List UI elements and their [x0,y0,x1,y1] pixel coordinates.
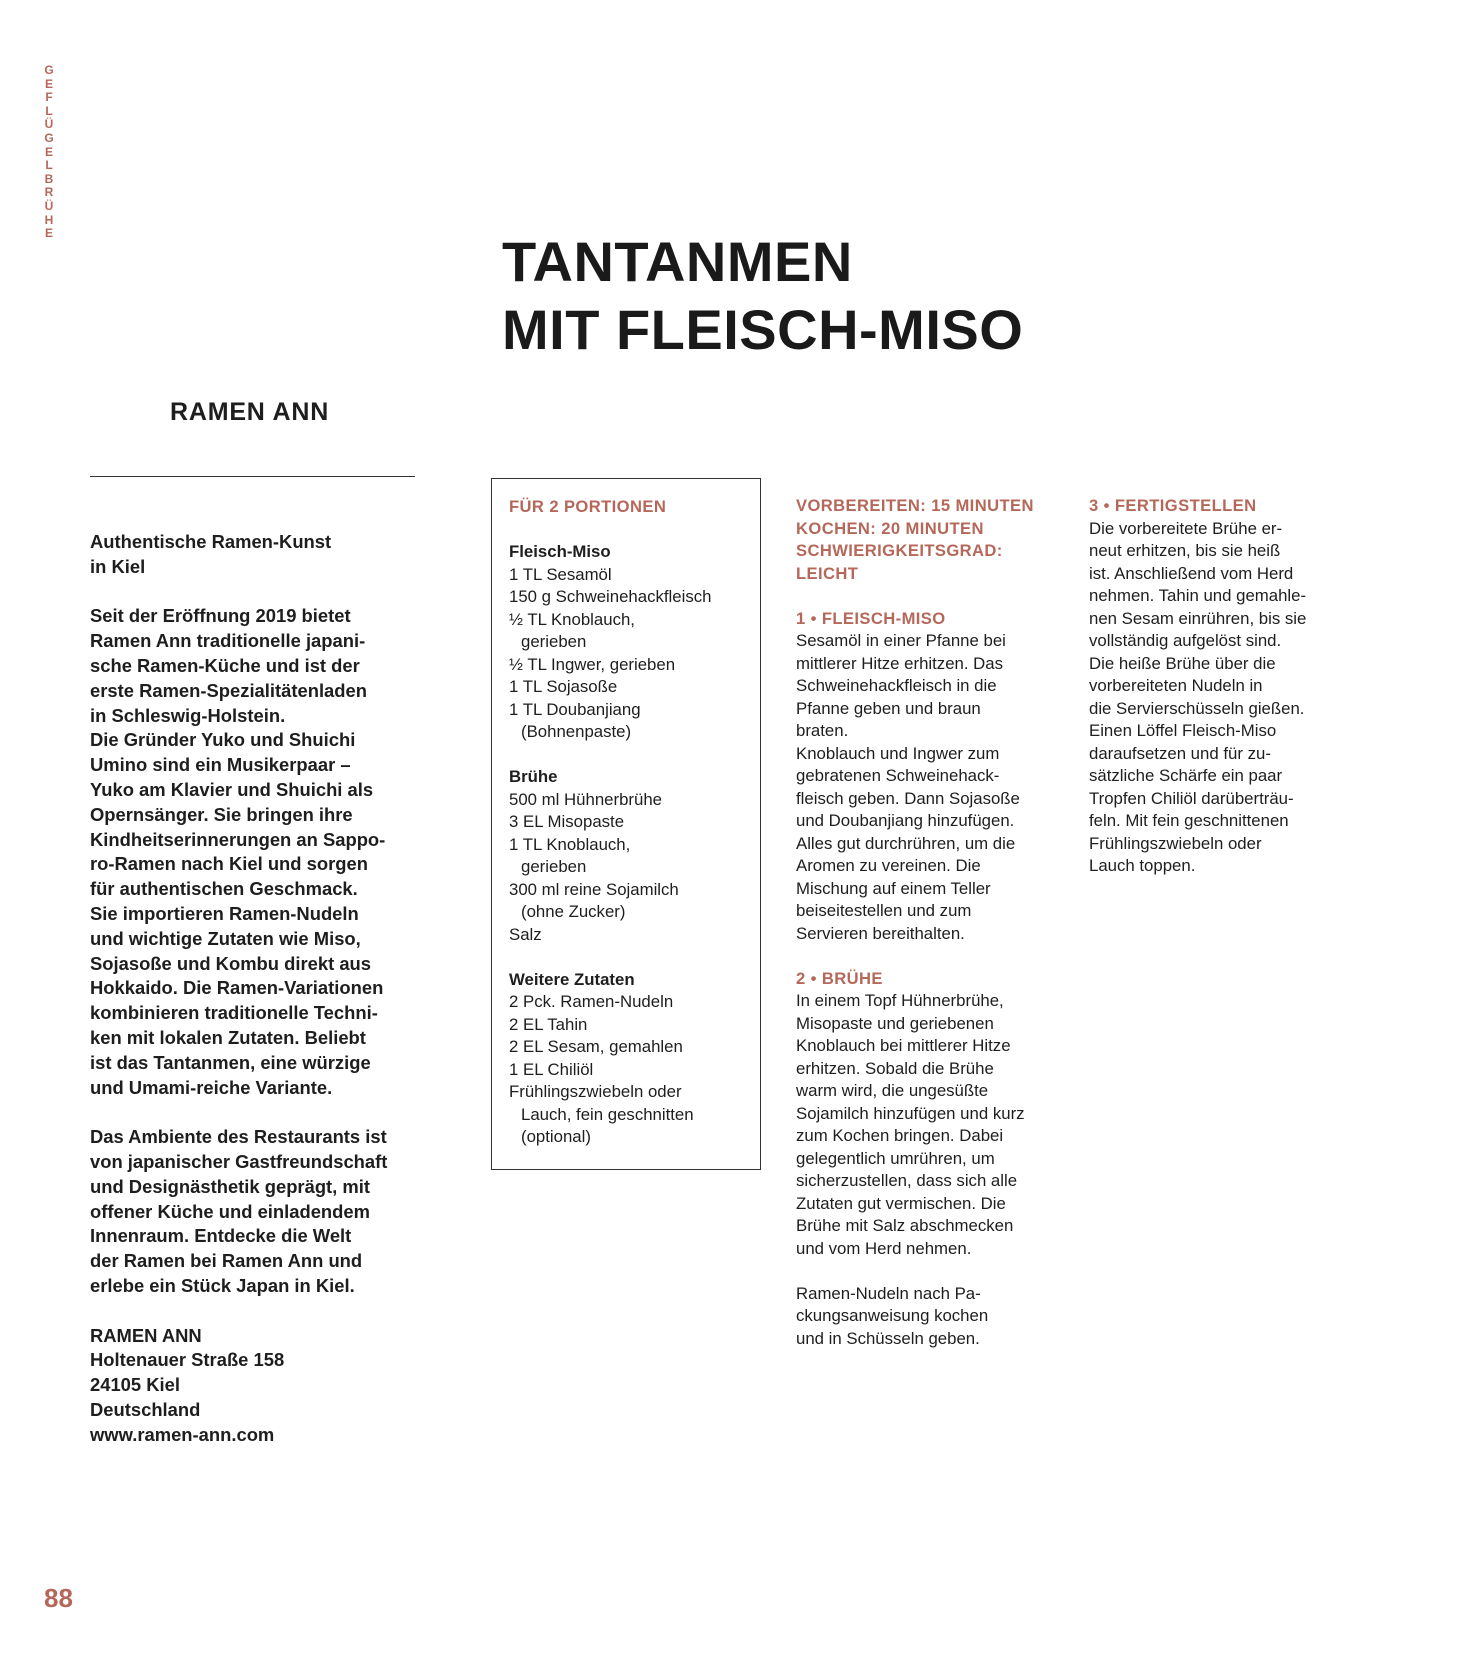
step-text-line: Frühlingszwiebeln oder [1089,833,1262,853]
step-text-line: Aromen zu vereinen. Die [796,856,981,875]
step-heading: 2 • BRÜHE [796,968,883,988]
step-text-line: Einen Löffel Fleisch-Miso [1089,721,1277,740]
ambience-paragraph-line: der Ramen bei Ramen Ann und [90,1250,363,1272]
ingredient-item: Salz [509,924,542,944]
side-label-letter: G [44,63,54,77]
recipe-meta-line: LEICHT [796,563,859,583]
side-label-letter: E [44,76,53,91]
story-paragraph-line: ist das Tantanmen, eine würzige [90,1051,371,1073]
ingredient-item: 1 TL Sesamöl [509,564,612,584]
step-text-line: gelegentlich umrühren, um [796,1148,995,1168]
ingredient-item: 1 EL Chiliöl [509,1059,594,1079]
ambience-paragraph-line: offener Küche und einladendem [90,1200,370,1222]
restaurant-description [90,530,420,1447]
step-text-line: Knoblauch bei mittlerer Hitze [796,1036,1011,1055]
address-block-line: Holtenauer Straße 158 [90,1349,285,1371]
recipe-title-line-1: TANTANMEN [502,230,853,293]
story-paragraph-line: Yuko am Klavier und Shuichi als [90,778,374,800]
step-text-line: Zutaten gut vermischen. Die [796,1193,1006,1213]
side-label-letter: E [44,226,53,241]
story-paragraph-line: in Schleswig-Holstein. [90,704,286,726]
side-label-letter: F [45,90,53,105]
step-text-line: gebratenen Schweinehack- [796,766,1000,785]
step-text-line: vorbereiteten Nudeln in [1089,676,1263,695]
ingredient-item: 500 ml Hühnerbrühe [509,789,662,809]
ingredient-item: 1 TL Doubanjiang [509,699,641,719]
step-text-line: neut erhitzen, bis sie heiß [1089,541,1281,560]
side-label-letter: H [44,212,54,227]
story-paragraph-line: Die Gründer Yuko und Shuichi [90,729,356,751]
spacer [796,945,1076,968]
step-text-line: beiseitestellen und zum [796,901,972,920]
recipe-title-line-2: MIT FLEISCH-MISO [502,298,1024,361]
step-heading: 1 • FLEISCH-MISO [796,608,946,628]
spacer [796,1260,1076,1283]
step-text-line: sätzliche Schärfe ein paar [1089,766,1283,785]
story-paragraph-line: erste Ramen-Spezialitätenladen [90,679,367,701]
recipe-meta-line: VORBEREITEN: 15 MINUTEN [796,496,1034,515]
ingredient-item: ½ TL Ingwer, gerieben [509,654,676,674]
step-text-line: Sesamöl in einer Pfanne bei [796,631,1006,650]
step-text-line: mittlerer Hitze erhitzen. Das [796,653,1004,673]
ingredient-group-title: Weitere Zutaten [509,969,635,989]
step-heading: 3 • FERTIGSTELLEN [1089,496,1257,515]
step-text-line: Misopaste und geriebenen [796,1013,994,1033]
step-text-line: und in Schüsseln geben. [796,1328,980,1348]
step-text-line: Lauch toppen. [1089,856,1196,875]
ingredient-item: ½ TL Knoblauch, [509,609,635,629]
step-text-line: Die vorbereitete Brühe er- [1089,518,1283,538]
ingredient-item: 300 ml reine Sojamilch [509,879,679,899]
ingredient-item: 3 EL Misopaste [509,812,625,831]
step-text-line: und vom Herd nehmen. [796,1238,972,1258]
story-paragraph-line: ken mit lokalen Zutaten. Beliebt [90,1026,366,1048]
section-label-vertical [42,64,56,241]
step-text-line: ist. Anschließend vom Herd [1089,563,1294,583]
side-label-letter: B [44,171,54,186]
ingredient-item: 2 Pck. Ramen-Nudeln [509,992,674,1011]
ingredient-item: (optional) [521,1127,591,1146]
step-text-line: daraufsetzen und für zu- [1089,743,1271,763]
spacer [90,1100,420,1125]
story-paragraph-line: und Umami-reiche Variante. [90,1076,333,1098]
story-paragraph-line: Umino sind ein Musikerpaar – [90,754,351,776]
story-paragraph-line: Opernsänger. Sie bringen ihre [90,803,353,825]
ingredients-box [491,478,761,1170]
ingredient-item: Frühlingszwiebeln oder [509,1082,682,1101]
address-block [90,1324,420,1448]
step-text-line: Sojamilch hinzufügen und kurz [796,1103,1025,1123]
ambience-paragraph-line: von japanischer Gastfreundschaft [90,1150,388,1172]
side-label-letter: G [44,130,54,145]
page-number: 88 [44,1583,73,1613]
step-text-line: ckungsanweisung kochen [796,1306,989,1325]
step-text-line: warm wird, die ungesüßte [796,1081,989,1100]
tagline-line: in Kiel [90,555,146,577]
ambience-paragraph-line: erlebe ein Stück Japan in Kiel. [90,1274,355,1296]
ingredient-item: 1 TL Knoblauch, [509,834,631,854]
story-paragraph-line: Sojasoße und Kombu direkt aus [90,952,372,974]
ingredient-item: 1 TL Sojasoße [509,677,618,696]
step-text-line: zum Kochen bringen. Dabei [796,1126,1004,1145]
tagline [90,530,420,580]
step-text-line: sicherzustellen, dass sich alle [796,1171,1018,1190]
tagline-line: Authentische Ramen-Kunst [90,531,332,552]
step-text-line: Mischung auf einem Teller [796,878,991,898]
step-text-line: Brühe mit Salz abschmecken [796,1216,1014,1235]
step-text-line: Die heiße Brühe über die [1089,653,1276,673]
ingredient-item: (ohne Zucker) [521,902,626,921]
instructions-step-3 [1089,495,1354,878]
step-text-line: nehmen. Tahin und gemahle- [1089,586,1307,605]
recipe-meta-line: KOCHEN: 20 MINUTEN [796,518,984,538]
step-text-line: erhitzen. Sobald die Brühe [796,1058,994,1078]
address-block-line: www.ramen-ann.com [90,1423,275,1445]
address-block-line: RAMEN ANN [90,1324,202,1346]
address-block-line: 24105 Kiel [90,1374,180,1396]
ingredient-item: Lauch, fein geschnitten [521,1104,694,1124]
story-paragraph-line: für authentischen Geschmack. [90,878,358,900]
ingredient-item: 150 g Schweinehackfleisch [509,587,712,606]
side-label-letter: Ü [44,198,54,213]
step-text-line: die Servierschüsseln gießen. [1089,698,1305,718]
ambience-paragraph-line: und Designästhetik geprägt, mit [90,1175,370,1197]
step-text-line: Servieren bereithalten. [796,923,965,943]
spacer [509,744,744,767]
ambience-paragraph [90,1125,420,1299]
ambience-paragraph-line: Innenraum. Entdecke die Welt [90,1225,352,1247]
story-paragraph-line: ro-Ramen nach Kiel und sorgen [90,853,368,875]
step-text-line: braten. [796,721,849,740]
story-paragraph-line: Sie importieren Ramen-Nudeln [90,902,359,924]
story-paragraph [90,604,420,1100]
ingredient-group-title: Fleisch-Miso [509,542,611,561]
spacer [509,946,744,969]
instructions-column [796,495,1076,1350]
spacer [90,1299,420,1324]
story-paragraph-line: Kindheitserinnerungen an Sappo- [90,828,386,850]
step-text-line: Ramen-Nudeln nach Pa- [796,1283,981,1303]
restaurant-name: RAMEN ANN [170,398,330,426]
portions-heading: FÜR 2 PORTIONEN [509,497,667,516]
side-label-letter: L [45,103,53,118]
ingredient-item: gerieben [521,857,587,876]
spacer [796,585,1076,608]
divider-rule [90,476,415,477]
story-paragraph-line: Seit der Eröffnung 2019 bietet [90,605,351,627]
ingredient-group-title: Brühe [509,767,558,786]
recipe-meta-line: SCHWIERIGKEITSGRAD: [796,541,1003,560]
ingredient-item: gerieben [521,632,587,651]
step-text-line: fleisch geben. Dann Sojasoße [796,788,1020,808]
ingredient-item: 2 EL Tahin [509,1014,588,1034]
step-text-line: vollständig aufgelöst sind. [1089,631,1282,650]
story-paragraph-line: sche Ramen-Küche und ist der [90,654,360,676]
step-text-line: Alles gut durchrühren, um die [796,833,1016,853]
side-label-letter: R [44,185,54,200]
step-text-line: und Doubanjiang hinzufügen. [796,811,1015,830]
side-label-letter: E [44,144,53,159]
step-text-line: feln. Mit fein geschnittenen [1089,811,1289,830]
step-text-line: Pfanne geben und braun [796,698,981,718]
story-paragraph-line: Ramen Ann traditionelle japani- [90,630,366,652]
story-paragraph-line: Hokkaido. Die Ramen-Variationen [90,977,384,999]
step-text-line: Schweinehackfleisch in die [796,676,997,695]
ambience-paragraph-line: Das Ambiente des Restaurants ist [90,1126,387,1148]
step-text-line: In einem Topf Hühnerbrühe, [796,991,1004,1010]
step-text-line: Tropfen Chiliöl darüberträu- [1089,788,1294,808]
story-paragraph-line: kombinieren traditionelle Techni- [90,1002,378,1024]
side-label-letter: Ü [44,117,54,132]
step-text-line: Knoblauch und Ingwer zum [796,743,1000,763]
recipe-title [502,228,1023,364]
spacer [509,519,744,542]
ingredient-item: (Bohnenpaste) [521,722,632,741]
ingredient-item: 2 EL Sesam, gemahlen [509,1037,683,1056]
step-text-line: nen Sesam einrühren, bis sie [1089,608,1307,628]
address-block-line: Deutschland [90,1398,201,1420]
story-paragraph-line: und wichtige Zutaten wie Miso, [90,927,361,949]
side-label-letter: L [45,158,53,173]
spacer [90,580,420,605]
